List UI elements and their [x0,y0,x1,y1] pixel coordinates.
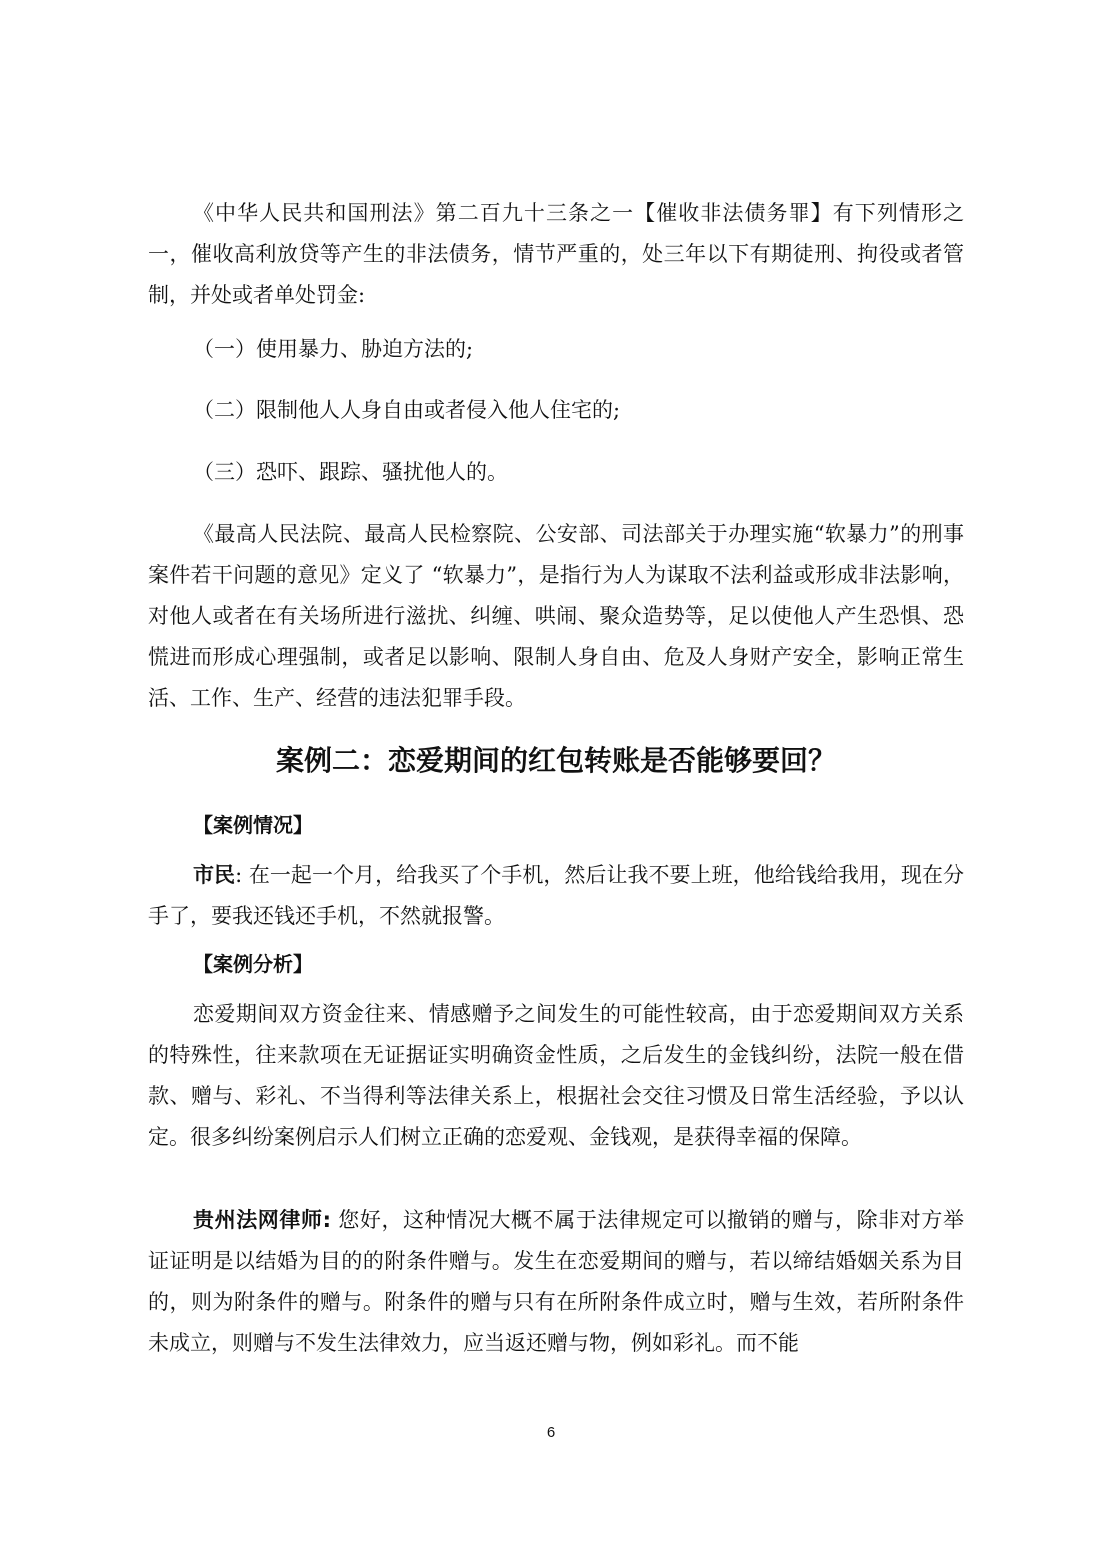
citizen-paragraph [148,855,964,937]
situation-heading: 【案例情况】 [193,813,313,837]
citizen-text: : 在一起一个月，给我买了个手机，然后让我不要上班，他给钱给我用，现在分手了，要我还钱还手机，不然就报警。 [148,863,965,928]
list-item: （三）恐吓、跟踪、骚扰他人的。 [193,460,508,484]
analysis-paragraph: 恋爱期间双方资金往来、情感赠予之间发生的可能性较高，由于恋爱期间双方关系的特殊性，往来款项在无证据证实明确资金性质，之后发生的金钱纠纷，法院一般在借款、赠与、彩礼、不当得利等法律关系上，根据社会交往习惯及日常生活经验，予以认定。很多纠纷案例启示人们树立正确的恋爱观、金钱观，是获得幸福的保障。 [148,1002,964,1149]
lawyer-paragraph [148,1200,964,1364]
list-item: （一）使用暴力、胁迫方法的; [193,337,474,361]
opinion-paragraph: 《最高人民法院、最高人民检察院、公安部、司法部关于办理实施“软暴力”的刑事案件若干问题的意见》定义了 “软暴力”，是指行为人为谋取不法利益或形成非法影响，对他人或者在有关场所进行滋扰、纠缠、哄闹、聚众造势等，足以使他人产生恐惧、恐慌进而形成心理强制，或者足以影响、限制人身自由、危及人身财产安全，影响正常生活、工作、生产、经营的违法犯罪手段。 [148,522,964,710]
page-number: 6 [546,1424,556,1441]
analysis-heading: 【案例分析】 [193,952,313,976]
citizen-label: 市民 [193,863,236,887]
lawyer-label: 贵州法网律师: [193,1208,331,1232]
case-title: 案例二：恋爱期间的红包转账是否能够要回？ [275,744,836,777]
list-item: （二）限制他人人身自由或者侵入他人住宅的; [193,398,621,422]
law-paragraph: 《中华人民共和国刑法》第二百九十三条之一【催收非法债务罪】有下列情形之一，催收高利放贷等产生的非法债务，情节严重的，处三年以下有期徒刑、拘役或者管制，并处或者单处罚金: [148,201,964,307]
lawyer-text: 您好，这种情况大概不属于法律规定可以撤销的赠与，除非对方举证证明是以结婚为目的的附条件赠与。发生在恋爱期间的赠与，若以缔结婚姻关系为目的，则为附条件的赠与。附条件的赠与只有在所附条件成立时，赠与生效，若所附条件未成立，则赠与不发生法律效力，应当返还赠与物，例如彩礼。而不能 [148,1208,964,1355]
